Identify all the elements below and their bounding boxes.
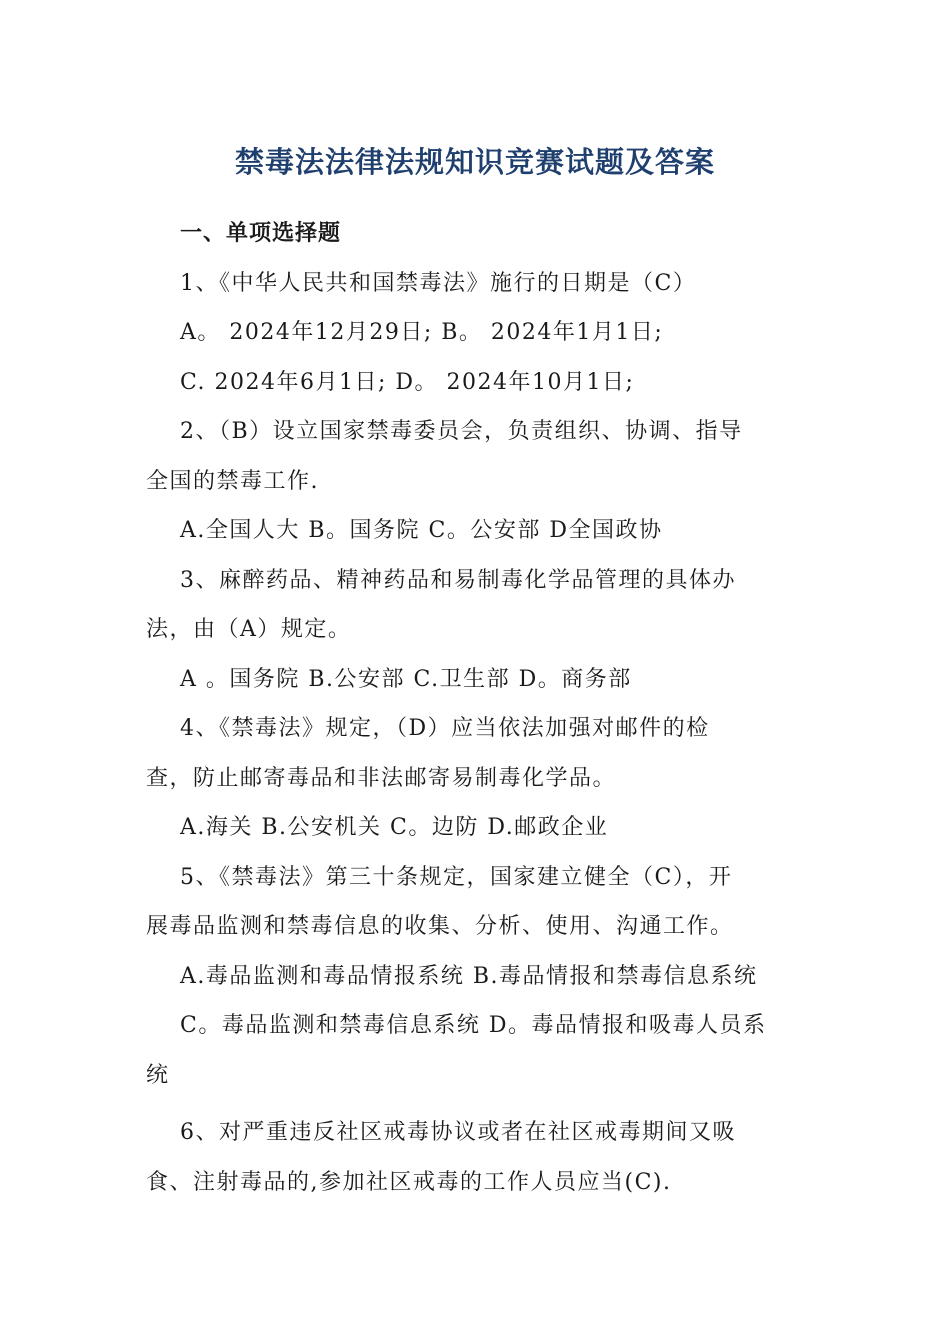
question-3-options: A 。国务院 B.公安部 C.卫生部 D。商务部 xyxy=(180,666,632,692)
question-1-options-line-2: C. 2024年6月1日; D。 2024年10月1日; xyxy=(180,369,635,395)
question-5-options-line-2: C。毒品监测和禁毒信息系统 D。毒品情报和吸毒人员系 xyxy=(180,1013,767,1038)
document-body xyxy=(146,209,810,1207)
paragraph-gap xyxy=(146,1100,810,1108)
question-3-text-line-1: 3、麻醉药品、精神药品和易制毒化学品管理的具体办 xyxy=(180,567,736,593)
question-2-options: A.全国人大 B。国务院 C。公安部 D全国政协 xyxy=(180,518,663,543)
question-1-options-line-1: A。 2024年12月29日; B。 2024年1月1日; xyxy=(180,320,664,345)
question-1-text: 1、《中华人民共和国禁毒法》施行的日期是（C） xyxy=(180,270,697,296)
question-5-options-line-1: A.毒品监测和毒品情报系统 B.毒品情报和禁毒信息系统 xyxy=(180,963,758,989)
question-2-text-line-1: 2、（B）设立国家禁毒委员会，负责组织、协调、指导 xyxy=(180,419,743,444)
question-4-text-line-1: 4、《禁毒法》规定，（D）应当依法加强对邮件的检 xyxy=(180,716,710,741)
question-6-text-line-1: 6、对严重违反社区戒毒协议或者在社区戒毒期间又吸 xyxy=(180,1120,736,1145)
question-4-options: A.海关 B.公安机关 C。边防 D.邮政企业 xyxy=(180,815,609,840)
question-6-text-line-2: 食、注射毒品的,参加社区戒毒的工作人员应当(C). xyxy=(146,1169,672,1195)
question-2-text-line-2: 全国的禁毒工作. xyxy=(146,468,319,494)
question-5-text-line-1: 5、《禁毒法》第三十条规定，国家建立健全（C），开 xyxy=(180,864,733,890)
question-5-options-line-3: 统 xyxy=(146,1062,170,1088)
document-title: 禁毒法法律法规知识竞赛试题及答案 xyxy=(234,145,715,179)
question-5-text-line-2: 展毒品监测和禁毒信息的收集、分析、使用、沟通工作。 xyxy=(146,914,734,939)
question-4-text-line-2: 查，防止邮寄毒品和非法邮寄易制毒化学品。 xyxy=(146,765,617,791)
section-heading: 一、单项选择题 xyxy=(180,221,342,246)
question-3-text-line-2: 法，由（A）规定。 xyxy=(146,617,352,642)
